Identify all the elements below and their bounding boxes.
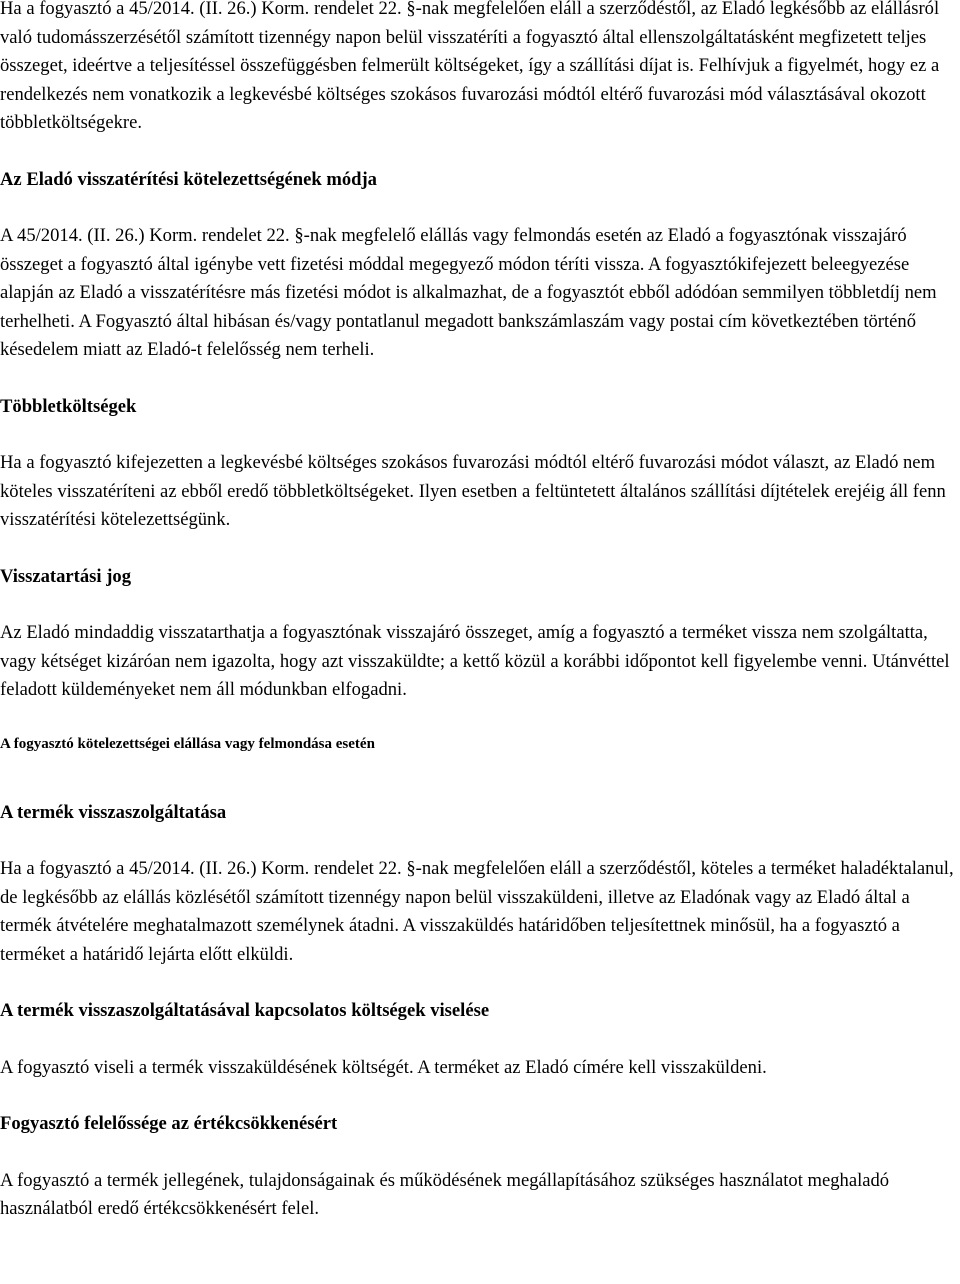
extra-costs-heading: Többletköltségek	[0, 395, 137, 417]
return-costs-heading: A termék visszaszolgáltatásával kapcsolatos költségek viselése	[0, 1000, 490, 1021]
product-return-heading: A termék visszaszolgáltatása	[0, 801, 227, 823]
product-return-paragraph: Ha a fogyasztó a 45/2014. (II. 26.) Korm. rendelet 22. §-nak megfelelően eláll a szerződéstől, köteles a terméket haladéktalanul, de legkésőbb az elállás közlésétől számított tizennégy napon belül visszaküldeni, illetve az Eladónak vagy az Eladó által a termék átvételére meghatalmazott személynek átadni. A visszaküldés határidőben teljesítettnek minősül, ha a fogyasztó a terméket a határidő lejárta előtt elküldi.	[0, 858, 954, 965]
obligations-heading: A fogyasztó kötelezettségei elállása vagy felmondása esetén	[0, 735, 375, 752]
liability-paragraph: A fogyasztó a termék jellegének, tulajdonságainak és működésének megállapításához szükséges használatot meghaladó használatból eredő értékcsökkenésért felel.	[0, 1169, 890, 1219]
intro-paragraph: Ha a fogyasztó a 45/2014. (II. 26.) Korm. rendelet 22. §-nak megfelelően eláll a szerződéstől, az Eladó legkésőbb az elállásról való tudomásszerzésétől számított tizennégy napon belül visszatéríti a fogyasztó által ellenszolgáltatásként megfizetett teljes összeget, ideértve a teljesítéssel összefüggésben felmerült költségeket, így a szállítási díjat is. Felhívjuk a figyelmét, hogy ez a rendelkezés nem vonatkozik a legkevésbé költséges szokásos fuvarozási módtól eltérő fuvarozási mód választásával okozott többletköltségekre.	[0, 0, 940, 133]
refund-mode-heading: Az Eladó visszatérítési kötelezettségének módja	[0, 168, 377, 190]
retention-paragraph: Az Eladó mindaddig visszatarthatja a fogyasztónak visszajáró összeget, amíg a fogyasztó a terméket vissza nem szolgáltatta, vagy kétséget kizáróan nem igazolta, hogy azt visszaküldte; a kettő közül a korábbi időpontot kell figyelembe venni. Utánvéttel feladott küldeményeket nem áll módunkban elfogadni.	[0, 622, 950, 700]
return-costs-paragraph: A fogyasztó viseli a termék visszaküldésének költségét. A terméket az Eladó címére kell visszaküldeni.	[0, 1056, 767, 1078]
retention-heading: Visszatartási jog	[0, 565, 131, 587]
liability-heading: Fogyasztó felelőssége az értékcsökkenésért	[0, 1113, 338, 1134]
refund-mode-paragraph: A 45/2014. (II. 26.) Korm. rendelet 22. §-nak megfelelő elállás vagy felmondás esetén az Eladó a fogyasztónak visszajáró összeget a fogyasztó által igénybe vett fizetési móddal megegyező módon téríti vissza. A fogyasztókifejezett beleegyezése alapján az Eladó a visszatérítésre más fizetési módot is alkalmazhat, de a fogyasztót ebből adódóan semmilyen többletdíj nem terhelheti. A Fogyasztó által hibásan és/vagy pontatlanul megadott bankszámlaszám vagy postai cím következtében történő késedelem miatt az Eladó-t felelősség nem terheli.	[0, 225, 937, 360]
extra-costs-paragraph: Ha a fogyasztó kifejezetten a legkevésbé költséges szokásos fuvarozási módtól eltérő fuvarozási módot választ, az Eladó nem köteles visszatéríteni az ebből eredő többletköltségeket. Ilyen esetben a feltüntetett általános szállítási díjtételek erejéig áll fenn visszatérítési kötelezettségünk.	[0, 452, 946, 530]
